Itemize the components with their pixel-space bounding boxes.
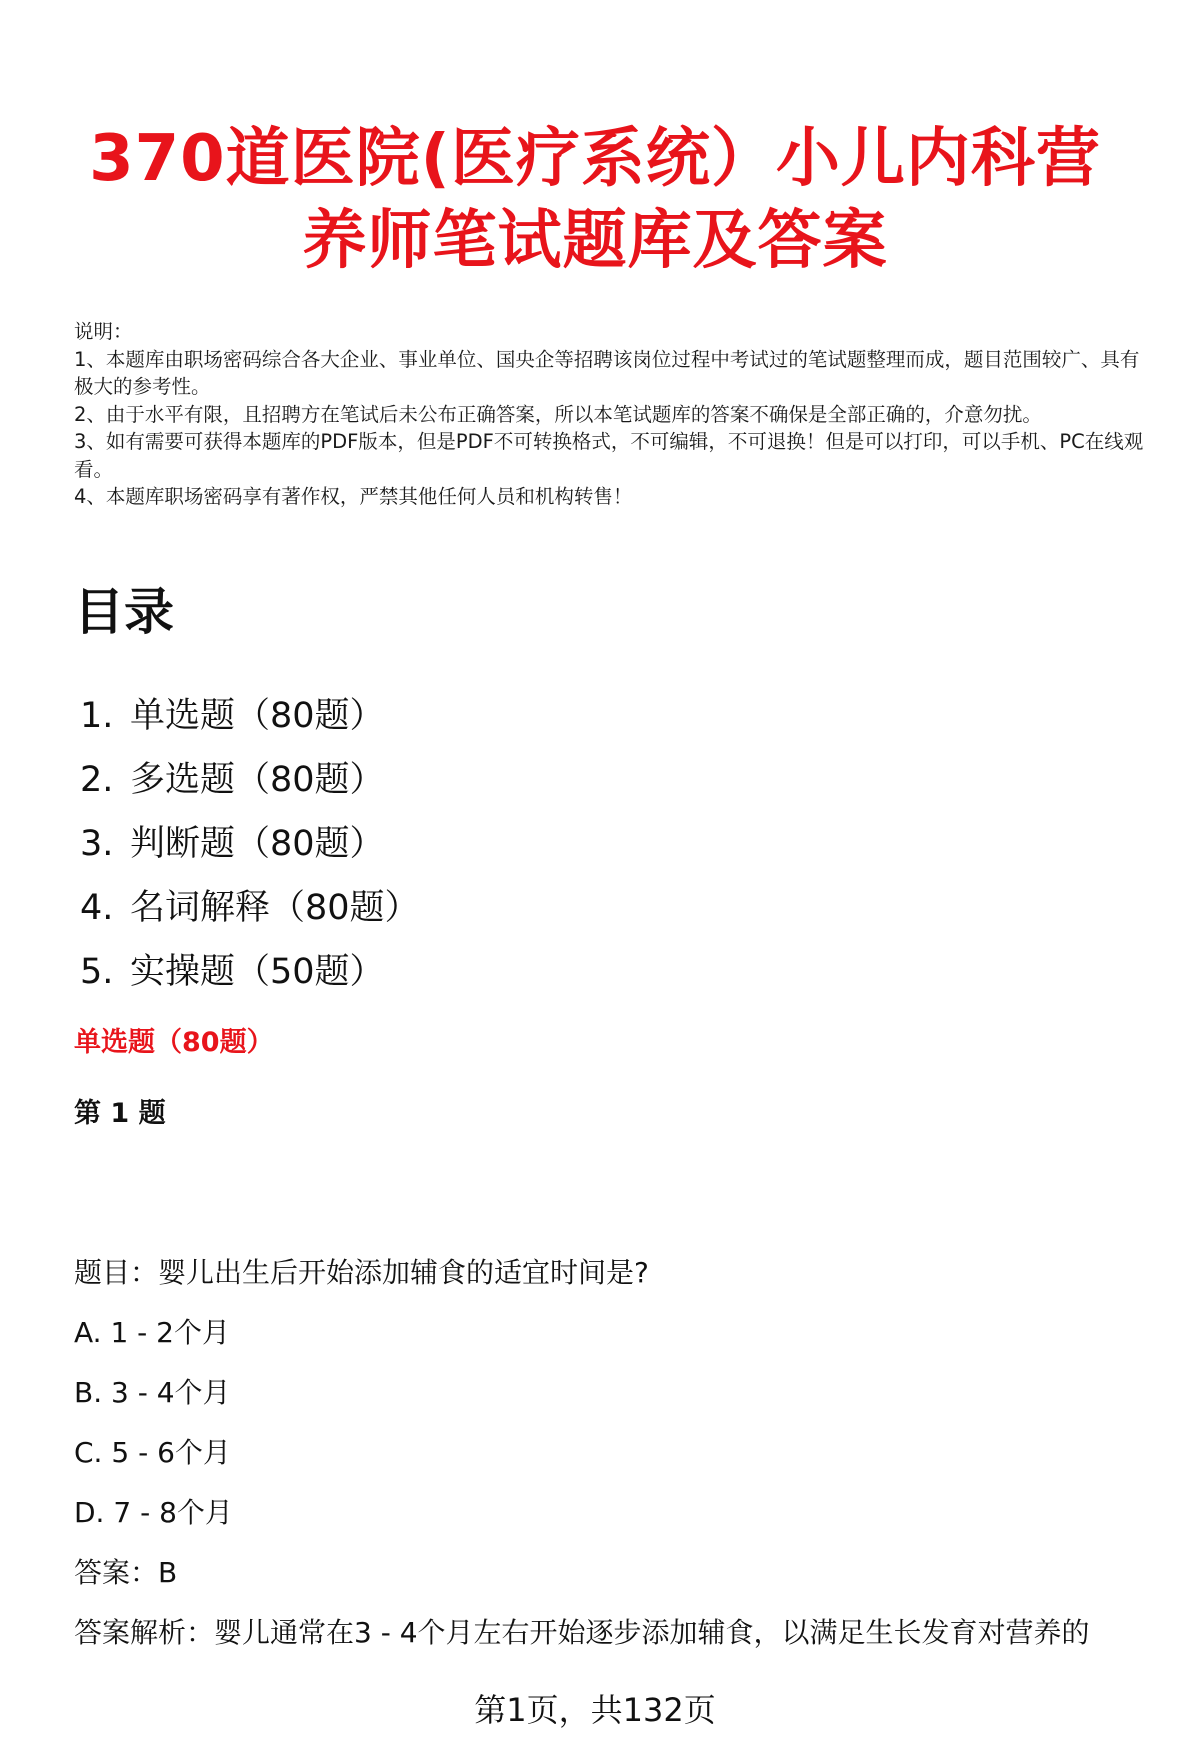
toc-item-label: 单选题（80题） [130, 696, 385, 736]
note-item: 4、本题库职场密码享有著作权，严禁其他任何人员和机构转售！ [74, 485, 633, 508]
table-of-contents [80, 684, 420, 1004]
option-a: A. 1 - 2个月 [74, 1316, 230, 1349]
toc-item-label: 实操题（50题） [130, 952, 385, 992]
question-block [74, 1243, 1164, 1663]
notes-block [74, 318, 1154, 511]
title-line-2: 养师笔试题库及答案 [302, 204, 888, 278]
page-footer: 第1页，共132页 [474, 1691, 716, 1729]
toc-item-label: 多选题（80题） [130, 760, 385, 800]
toc-item-single-choice[interactable] [80, 684, 420, 748]
answer-explanation: 答案解析：婴儿通常在3 - 4个月左右开始逐步添加辅食，以满足生长发育对营养的 [74, 1616, 1090, 1649]
question-number: 第 1 题 [74, 1098, 166, 1129]
notes-heading: 说明： [74, 320, 133, 343]
answer: 答案：B [74, 1556, 178, 1589]
option-c: C. 5 - 6个月 [74, 1436, 231, 1469]
question-stem: 题目：婴儿出生后开始添加辅食的适宜时间是? [74, 1256, 649, 1289]
title-line-1: 370道医院(医疗系统）小儿内科营 [89, 122, 1101, 196]
option-d: D. 7 - 8个月 [74, 1496, 233, 1529]
toc-item-number: 5. [80, 952, 114, 992]
toc-item-number: 2. [80, 760, 114, 800]
toc-heading: 目录 [74, 583, 174, 641]
toc-item-true-false[interactable] [80, 812, 420, 876]
toc-item-label: 名词解释（80题） [130, 888, 420, 928]
toc-item-label: 判断题（80题） [130, 824, 385, 864]
toc-item-term-definition[interactable] [80, 876, 420, 940]
option-b: B. 3 - 4个月 [74, 1376, 231, 1409]
toc-item-practical[interactable] [80, 940, 420, 1004]
toc-item-number: 1. [80, 696, 114, 736]
toc-item-multiple-choice[interactable] [80, 748, 420, 812]
toc-item-number: 4. [80, 888, 114, 928]
note-item: 2、由于水平有限，且招聘方在笔试后未公布正确答案，所以本笔试题库的答案不确保是全部正确的，介意勿扰。 [74, 402, 1042, 426]
note-item: 1、本题库由职场密码综合各大企业、事业单位、国央企等招聘该岗位过程中考试过的笔试题整理而成，题目范围较广、具有极大的参考性。 [74, 347, 1140, 398]
toc-item-number: 3. [80, 824, 114, 864]
document-title [60, 118, 1130, 282]
section-title: 单选题（80题） [74, 1027, 274, 1058]
note-item: 3、如有需要可获得本题库的PDF版本，但是PDF不可转换格式，不可编辑，不可退换！但是可以打印，可以手机、PC在线观看。 [74, 430, 1144, 481]
